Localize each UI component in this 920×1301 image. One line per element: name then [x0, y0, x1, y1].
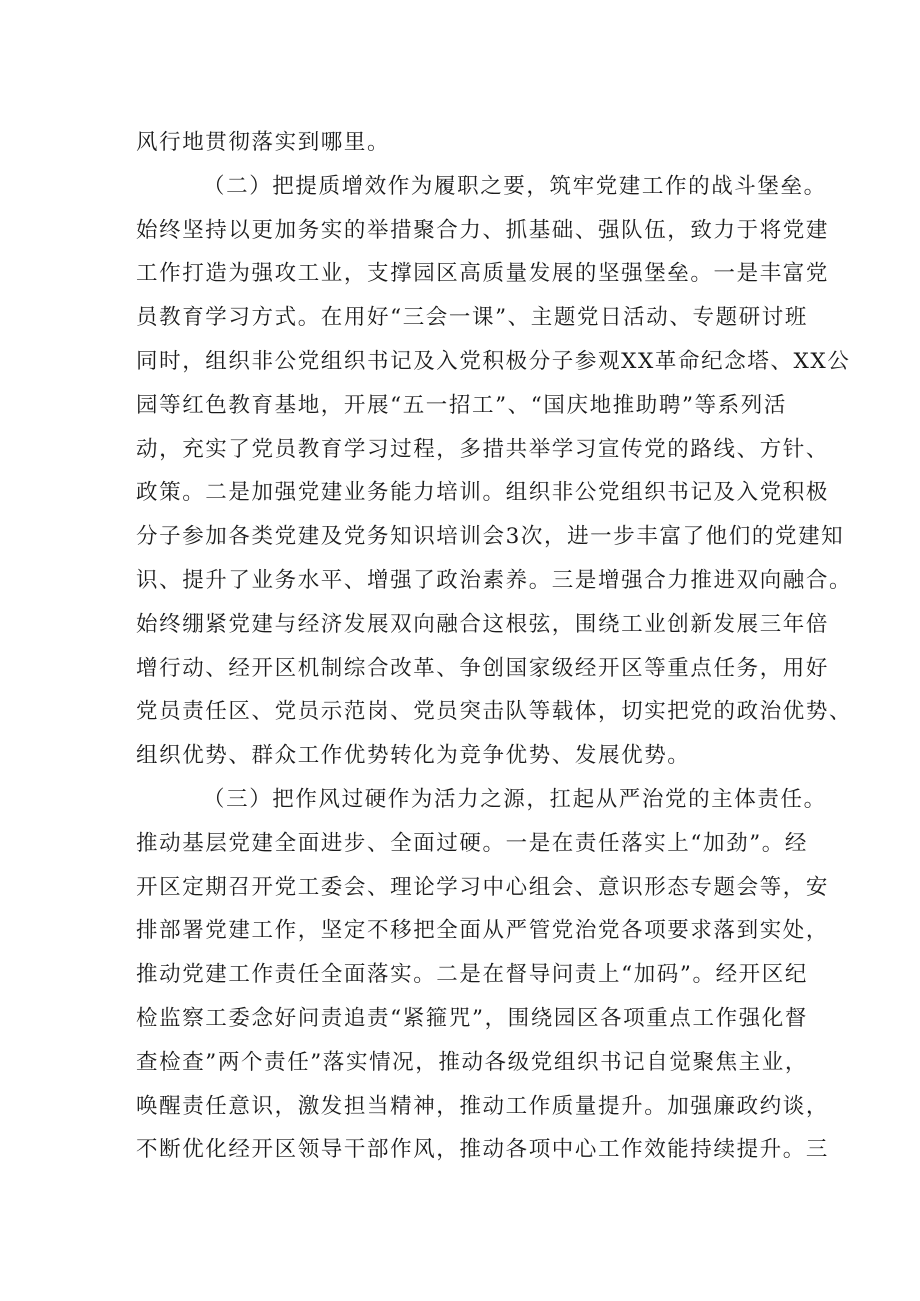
- text-line-5: 员教育学习方式。在用好“三会一课”、主题党日活动、专题研讨班: [136, 305, 808, 331]
- text-line-20: 推动党建工作责任全面落实。二是在督导问责上“加码”。经开区纪: [136, 962, 808, 988]
- text-line-8: 动，充实了党员教育学习过程，多措共举学习宣传党的路线、方针、: [136, 436, 830, 462]
- text-line-7: 园等红色教育基地，开展“五一招工”、“国庆地推助聘”等系列活: [136, 392, 787, 418]
- text-line-10: 分子参加各类党建及党务知识培训会3次，进一步丰富了他们的党建知: [136, 524, 845, 550]
- text-line-14: 党员责任区、党员示范岗、党员突击队等载体，切实把党的政治优势、: [136, 699, 853, 725]
- text-line-21: 检监察工委念好问责追责“紧箍咒”，围绕园区各项重点工作强化督: [136, 1005, 808, 1031]
- text-line-12: 始终绷紧党建与经济发展双向融合这根弦，围绕工业创新发展三年倍: [136, 611, 830, 637]
- section-heading-2: （二）把提质增效作为履职之要，筑牢党建工作的战斗堡垒。: [203, 173, 827, 199]
- body-text: [136, 121, 853, 1172]
- text-line-23: 唤醒责任意识，激发担当精神，推动工作质量提升。加强廉政约谈，: [136, 1093, 830, 1119]
- text-line-11: 识、提升了业务水平、增强了政治素养。三是增强合力推进双向融合。: [136, 567, 853, 593]
- text-line-18: 开区定期召开党工委会、理论学习中心组会、意识形态专题会等，安: [136, 874, 830, 900]
- text-line-19: 排部署党建工作，坚定不移把全面从严管党治党各项要求落到实处，: [136, 918, 830, 944]
- text-line-1: 风行地贯彻落实到哪里。: [136, 130, 391, 155]
- text-line-24: 不断优化经开区领导干部作风，推动各项中心工作效能持续提升。三: [136, 1137, 830, 1163]
- text-line-15: 组织优势、群众工作优势转化为竞争优势、发展优势。: [136, 743, 691, 769]
- text-line-6: 同时，组织非公党组织书记及入党积极分子参观XX革命纪念塔、XX公: [136, 348, 851, 374]
- text-line-22: 查检查”两个责任”落实情况，推动各级党组织书记自觉聚焦主业，: [136, 1049, 808, 1075]
- text-line-9: 政策。二是加强党建业务能力培训。组织非公党组织书记及入党积极: [136, 480, 830, 506]
- section-heading-3: （三）把作风过硬作为活力之源，扛起从严治党的主体责任。: [203, 786, 827, 812]
- text-line-4: 工作打造为强攻工业，支撑园区高质量发展的坚强堡垒。一是丰富党: [136, 261, 830, 287]
- text-line-17: 推动基层党建全面进步、全面过硬。一是在责任落实上“加劲”。经: [136, 830, 808, 856]
- text-line-13: 增行动、经开区机制综合改革、争创国家级经开区等重点任务，用好: [136, 655, 830, 681]
- text-line-3: 始终坚持以更加务实的举措聚合力、抓基础、强队伍，致力于将党建: [136, 217, 830, 243]
